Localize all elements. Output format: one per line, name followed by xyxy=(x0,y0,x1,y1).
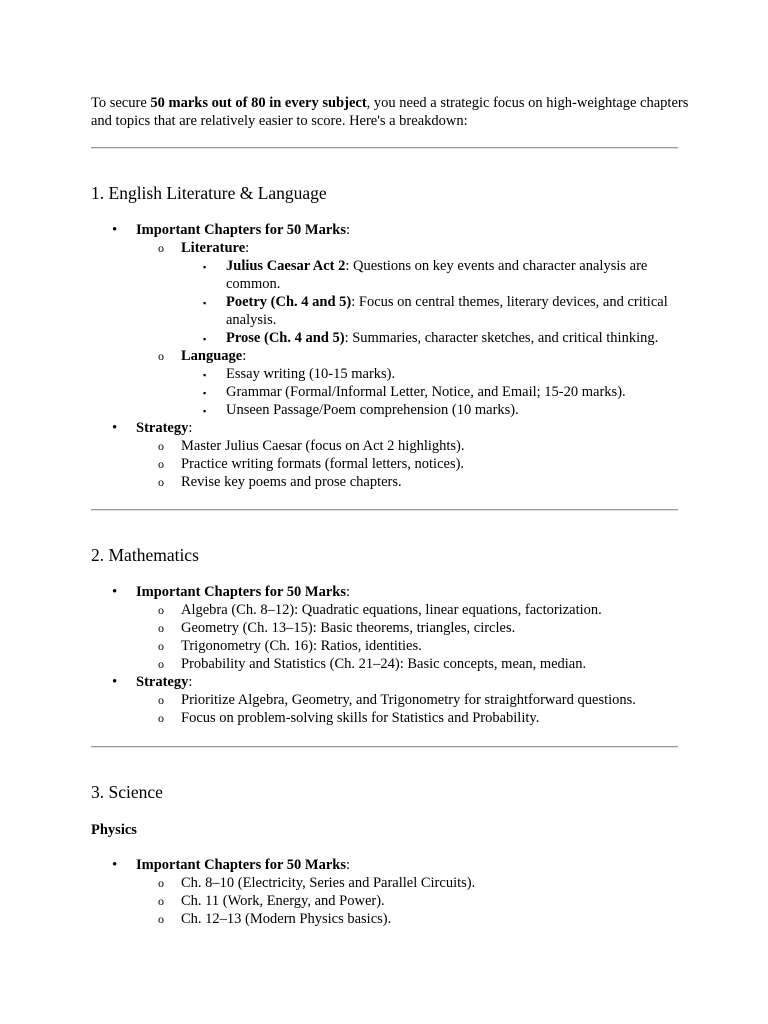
strategy-label: Strategy xyxy=(136,420,189,436)
colon: : xyxy=(188,420,193,436)
strategy-label: Strategy xyxy=(136,674,189,690)
intro-bold: 50 marks out of 80 in every subject xyxy=(150,95,367,111)
math-heading: 2. Mathematics xyxy=(91,545,199,565)
square-bullet-icon: ▪ xyxy=(203,370,207,380)
item-text: Practice writing formats (formal letters, notices). xyxy=(181,456,465,472)
square-bullet-icon: ▪ xyxy=(203,298,207,308)
important-label: Important Chapters for 50 Marks xyxy=(136,857,346,873)
list-item xyxy=(0,637,768,655)
circle-bullet-icon: o xyxy=(158,621,164,635)
circle-bullet-icon: o xyxy=(158,457,164,471)
list-item xyxy=(0,257,676,293)
list-item xyxy=(0,601,768,619)
list-item xyxy=(0,709,768,727)
divider xyxy=(91,509,678,511)
colon: : xyxy=(345,222,350,238)
list-item xyxy=(0,437,768,455)
bullet-icon: • xyxy=(112,222,118,238)
item-text: Geometry (Ch. 13–15): Basic theorems, triangles, circles. xyxy=(181,620,516,636)
language-label: Language xyxy=(181,348,243,364)
circle-bullet-icon: o xyxy=(158,693,164,707)
item-text: Trigonometry (Ch. 16): Ratios, identities. xyxy=(181,638,422,654)
important-label: Important Chapters for 50 Marks xyxy=(136,584,346,600)
list-item xyxy=(0,329,676,347)
item-text: : Questions on key events and character analysis are common. xyxy=(226,258,648,292)
list-item xyxy=(0,293,676,329)
circle-bullet-icon: o xyxy=(158,639,164,653)
colon: : xyxy=(345,857,350,873)
square-bullet-icon: ▪ xyxy=(203,406,207,416)
item-text: Probability and Statistics (Ch. 21–24): Basic concepts, mean, median. xyxy=(181,656,587,672)
colon: : xyxy=(245,240,250,256)
intro-rest: , you need a strategic focus on high-weightage chapters and topics that are relatively easier to score. Here's a breakdown: xyxy=(91,95,689,129)
item-bold: Prose (Ch. 4 and 5) xyxy=(226,330,345,346)
list-item xyxy=(0,419,768,437)
physics-heading: Physics xyxy=(91,822,137,838)
list-item xyxy=(0,691,768,709)
circle-bullet-icon: o xyxy=(158,711,164,725)
item-text: Algebra (Ch. 8–12): Quadratic equations, linear equations, factorization. xyxy=(181,602,602,618)
list-item xyxy=(0,874,768,892)
list-item xyxy=(0,655,768,673)
divider xyxy=(91,746,678,748)
item-text: Grammar (Formal/Informal Letter, Notice, and Email; 15-20 marks). xyxy=(226,384,626,400)
item-bold: Julius Caesar Act 2 xyxy=(226,258,346,274)
list-item xyxy=(0,401,676,419)
list-item xyxy=(0,239,768,257)
science-heading: 3. Science xyxy=(91,782,163,802)
list-item xyxy=(0,365,676,383)
item-text: Essay writing (10-15 marks). xyxy=(226,366,396,382)
divider xyxy=(91,147,678,149)
list-item xyxy=(0,673,768,691)
bullet-icon: • xyxy=(112,674,118,690)
circle-bullet-icon: o xyxy=(158,603,164,617)
square-bullet-icon: ▪ xyxy=(203,262,207,272)
list-item xyxy=(0,856,768,874)
item-text: Focus on problem-solving skills for Statistics and Probability. xyxy=(181,710,540,726)
circle-bullet-icon: o xyxy=(158,439,164,453)
bullet-icon: • xyxy=(112,420,118,436)
item-text: : Summaries, character sketches, and critical thinking. xyxy=(344,330,659,346)
english-list xyxy=(0,221,768,491)
colon: : xyxy=(345,584,350,600)
literature-label: Literature xyxy=(181,240,246,256)
circle-bullet-icon: o xyxy=(158,475,164,489)
square-bullet-icon: ▪ xyxy=(203,388,207,398)
bullet-icon: • xyxy=(112,584,118,600)
list-item xyxy=(0,347,768,365)
item-text: Revise key poems and prose chapters. xyxy=(181,474,402,490)
physics-list xyxy=(0,856,768,928)
circle-bullet-icon: o xyxy=(158,657,164,671)
colon: : xyxy=(188,674,193,690)
intro-lead: To secure xyxy=(91,95,151,111)
item-text: : Focus on central themes, literary devices, and critical analysis. xyxy=(226,294,668,328)
intro-paragraph xyxy=(91,94,691,130)
bullet-icon: • xyxy=(112,857,118,873)
english-heading: 1. English Literature & Language xyxy=(91,183,327,203)
list-item xyxy=(0,221,768,239)
list-item xyxy=(0,473,768,491)
list-item xyxy=(0,583,768,601)
list-item xyxy=(0,892,768,910)
math-list xyxy=(0,583,768,727)
circle-bullet-icon: o xyxy=(158,349,164,363)
item-bold: Poetry (Ch. 4 and 5) xyxy=(226,294,352,310)
item-text: Ch. 12–13 (Modern Physics basics). xyxy=(181,911,392,927)
circle-bullet-icon: o xyxy=(158,912,164,926)
list-item xyxy=(0,619,768,637)
circle-bullet-icon: o xyxy=(158,876,164,890)
list-item xyxy=(0,910,768,928)
item-text: Prioritize Algebra, Geometry, and Trigonometry for straightforward questions. xyxy=(181,692,636,708)
important-label: Important Chapters for 50 Marks xyxy=(136,222,346,238)
circle-bullet-icon: o xyxy=(158,241,164,255)
list-item xyxy=(0,383,676,401)
circle-bullet-icon: o xyxy=(158,894,164,908)
item-text: Ch. 11 (Work, Energy, and Power). xyxy=(181,893,385,909)
list-item xyxy=(0,455,768,473)
colon: : xyxy=(242,348,247,364)
item-text: Ch. 8–10 (Electricity, Series and Parallel Circuits). xyxy=(181,875,476,891)
item-text: Master Julius Caesar (focus on Act 2 highlights). xyxy=(181,438,465,454)
square-bullet-icon: ▪ xyxy=(203,334,207,344)
item-text: Unseen Passage/Poem comprehension (10 marks). xyxy=(226,402,519,418)
